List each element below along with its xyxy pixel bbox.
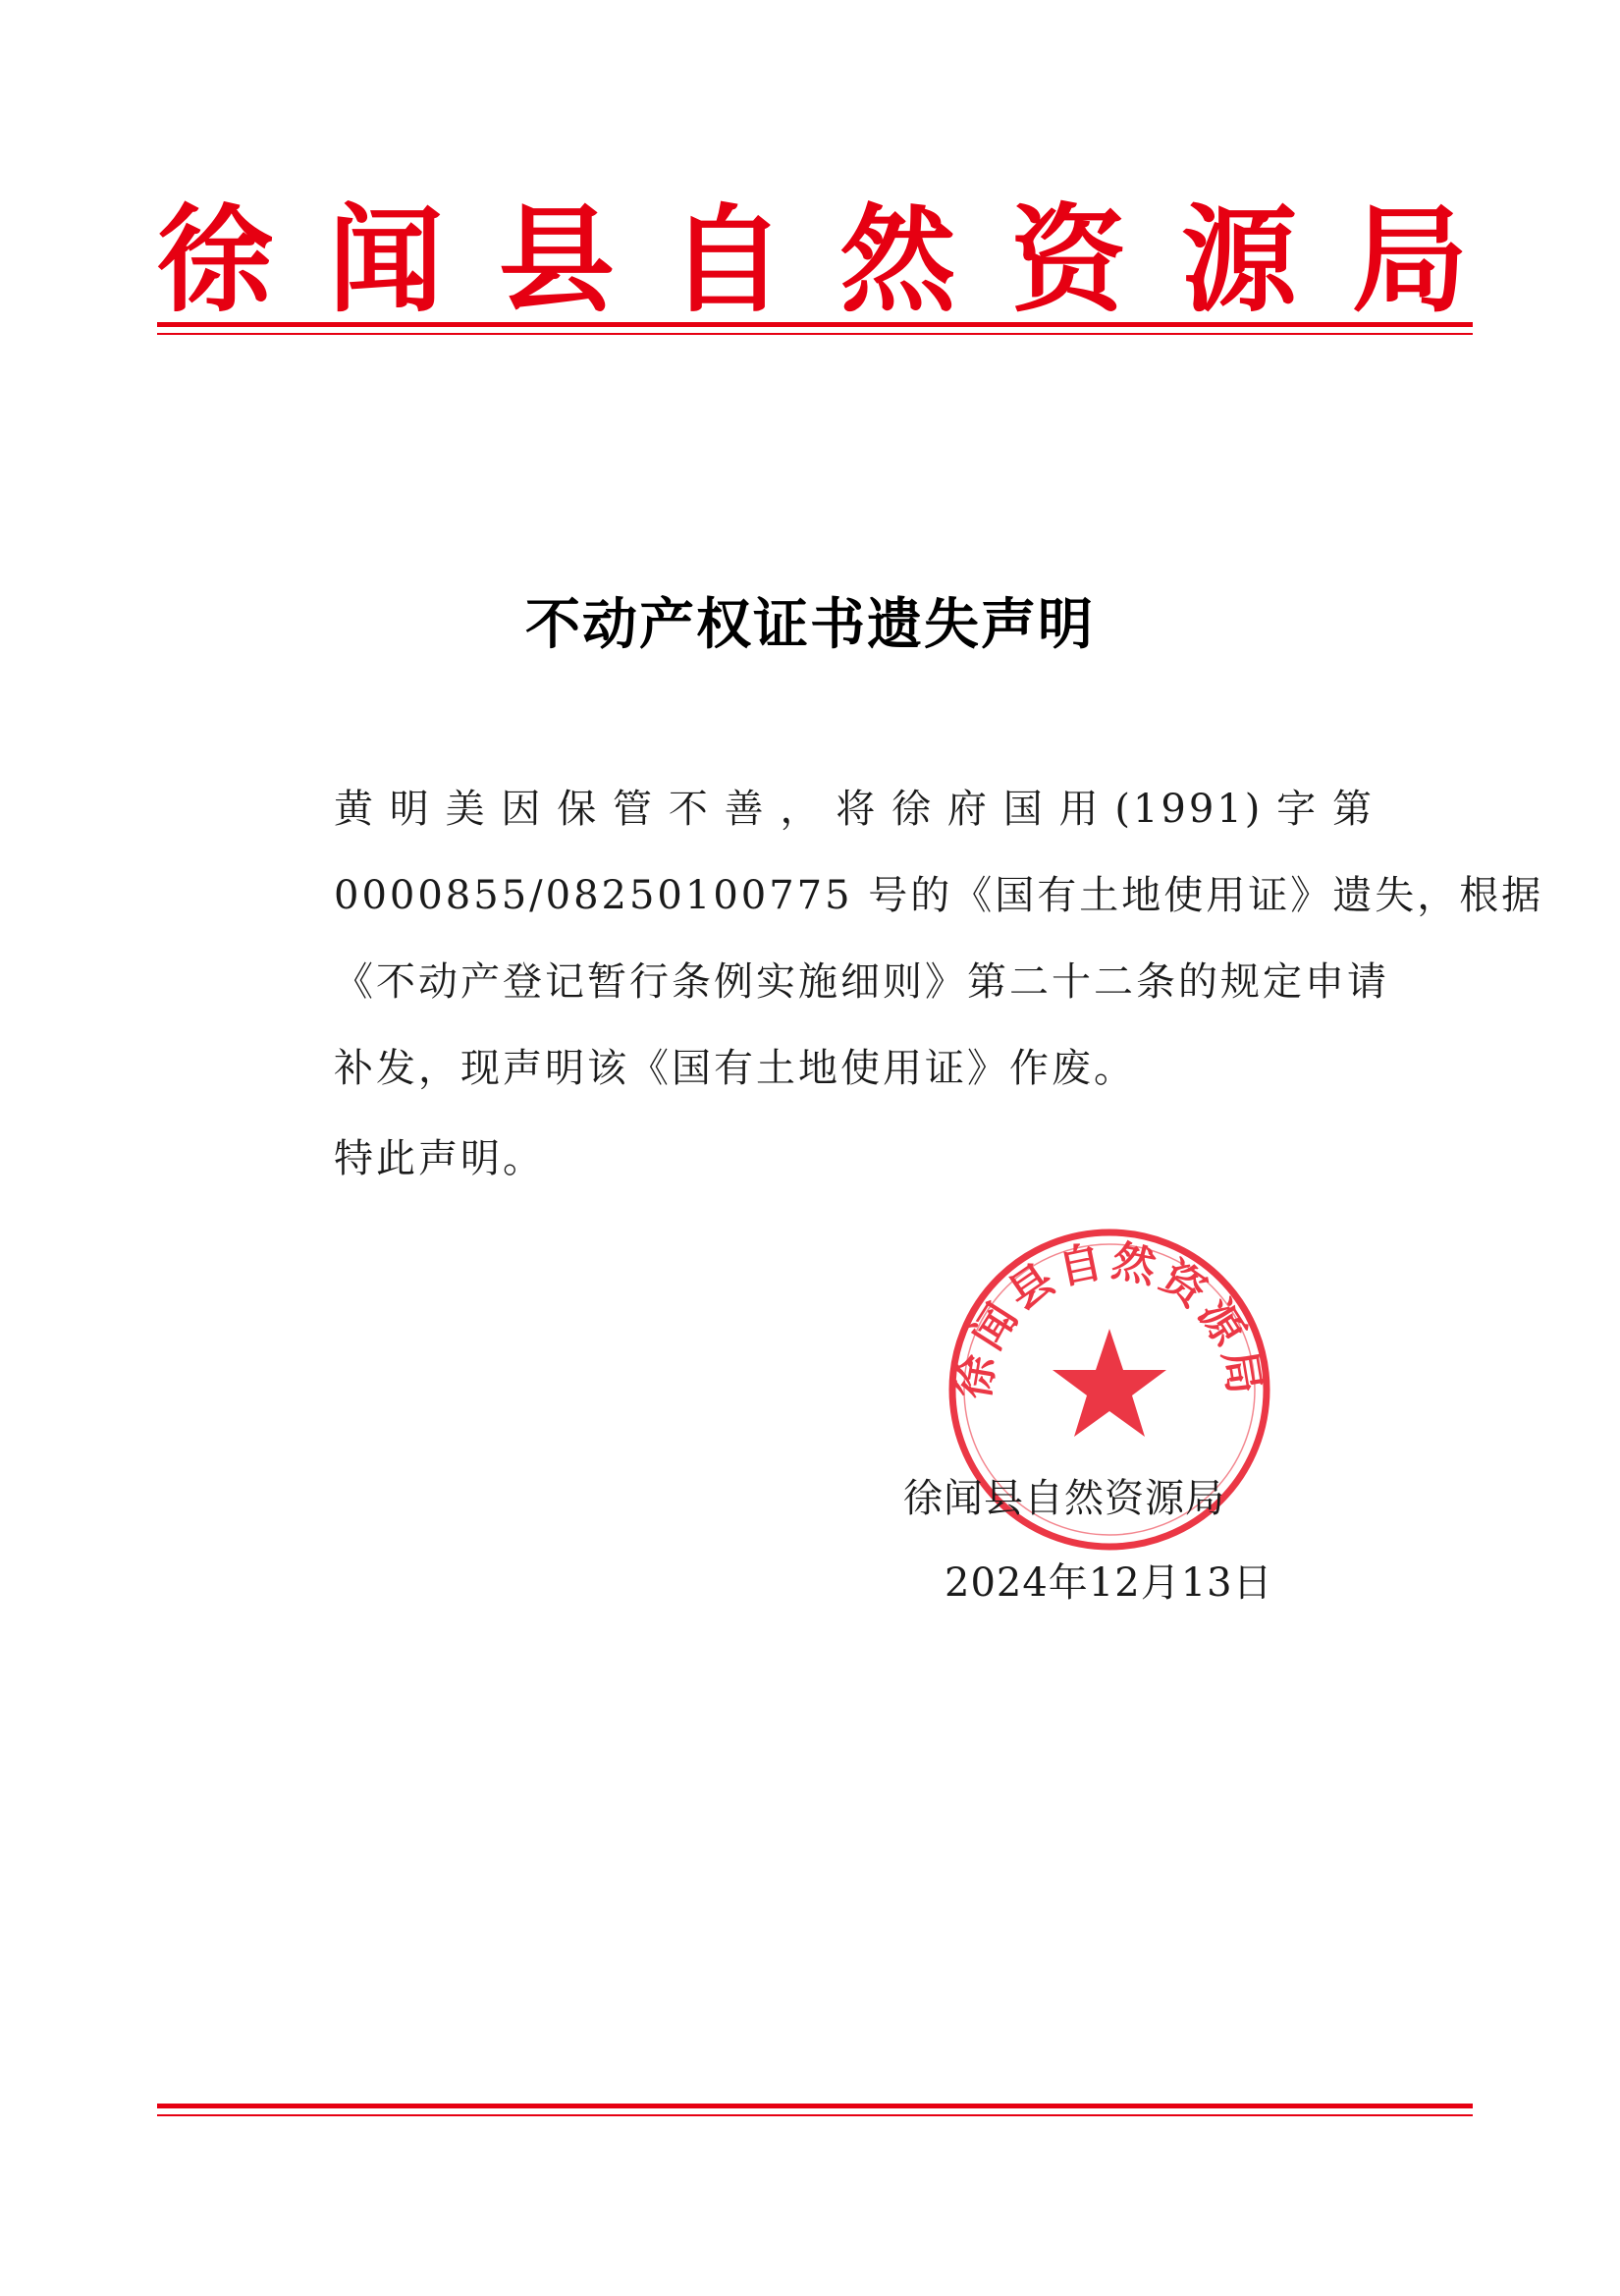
body-line: 0000855/08250100775 号的《国有土地使用证》遗失，根据 (334, 873, 1544, 918)
signature-organization: 徐闻县自然资源局 (903, 1476, 1225, 1521)
masthead-char: 资 (1010, 191, 1127, 328)
masthead-char: 然 (839, 191, 956, 328)
body-line: 黄明美因保管不善，将徐府国用(1991)字第 (334, 787, 1375, 832)
body-line: 《不动产登记暂行条例实施细则》第二十二条的规定申请 (334, 959, 1389, 1005)
masthead-char: 局 (1351, 191, 1468, 328)
body-paragraph (245, 766, 1544, 1112)
masthead-char: 自 (669, 191, 785, 328)
seal-text: 徐闻县自然资源局 (948, 1235, 1270, 1403)
footer-rule-thin (157, 2114, 1473, 2116)
star-icon (1053, 1329, 1166, 1437)
body-line: 补发，现声明该《国有土地使用证》作废。 (334, 1046, 1136, 1091)
document-title: 不动产权证书遗失声明 (525, 593, 1095, 657)
masthead-char: 徐 (157, 191, 274, 328)
signature-date: 2024年12月13日 (945, 1560, 1273, 1606)
letterhead-masthead (157, 187, 1468, 334)
masthead-char: 源 (1181, 191, 1298, 328)
closing-line: 特此声明。 (334, 1136, 545, 1181)
header-rule-thick (157, 322, 1473, 327)
footer-rule-thick (157, 2104, 1473, 2108)
masthead-char: 闻 (327, 191, 444, 328)
masthead-char: 县 (498, 191, 615, 328)
header-rule-thin (157, 333, 1473, 335)
closing-paragraph (245, 1116, 1375, 1202)
